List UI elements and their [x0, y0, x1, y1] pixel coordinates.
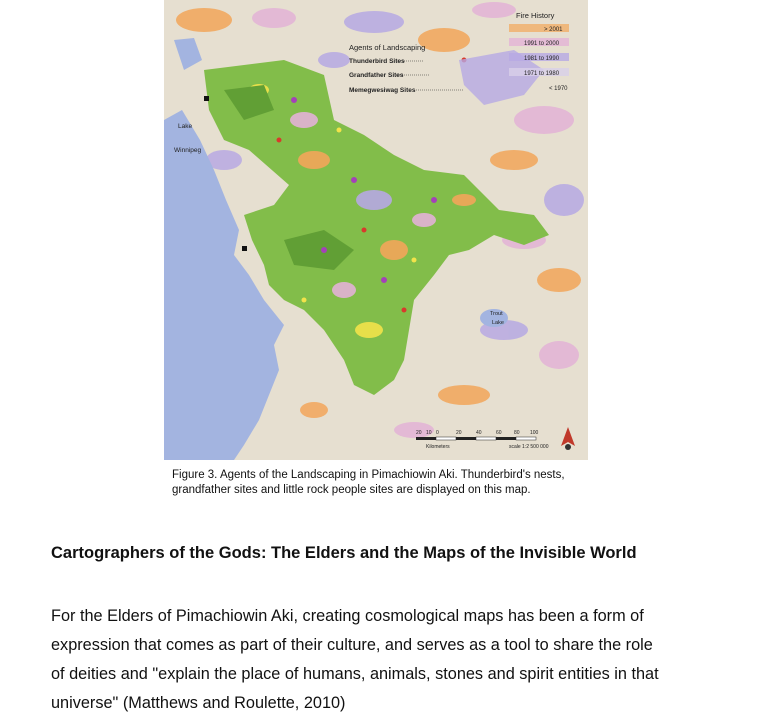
scale-label-2: 0	[436, 430, 439, 436]
fire-history-item-4: 1971 to 1980	[524, 71, 560, 77]
figure-caption-line-2: grandfather sites and little rock people sites are displayed on this map.	[172, 484, 531, 496]
agents-legend-title: Agents of Landscaping	[349, 43, 426, 52]
scale-ratio: scale 1:2 500 000	[509, 444, 549, 450]
scale-label-0: 20	[416, 430, 422, 436]
paragraph-line-4: universe" (Matthews and Roulette, 2010)	[51, 694, 346, 712]
paragraph-line-1: For the Elders of Pimachiowin Aki, creating cosmological maps has been a form of	[51, 607, 644, 625]
scale-label-3: 20	[456, 430, 462, 436]
lake-label-2b: Lake	[492, 320, 504, 326]
fire-history-item-5: < 1970	[549, 86, 568, 92]
scale-label-1: 10	[426, 430, 432, 436]
fire-history-item-3: 1981 to 1990	[524, 56, 560, 62]
scale-label-4: 40	[476, 430, 482, 436]
lake-label-2a: Trout	[490, 311, 503, 317]
fire-history-item-1: > 2001	[544, 27, 563, 33]
paragraph-line-3: of deities and "explain the place of humans, animals, stones and spirit entities in that	[51, 665, 659, 683]
scale-unit: Kilometers	[426, 444, 450, 450]
fire-history-item-2: 1991 to 2000	[524, 41, 560, 47]
fire-history-title: Fire History	[516, 11, 555, 20]
paragraph-line-2: expression that comes as part of their culture, and serves as a tool to share the role	[51, 636, 653, 654]
lake-label-1b: Winnipeg	[174, 147, 202, 154]
scale-label-5: 60	[496, 430, 502, 436]
scale-label-6: 80	[514, 430, 520, 436]
figure-caption-line-1: Figure 3. Agents of the Landscaping in Pimachiowin Aki. Thunderbird's nests,	[172, 469, 565, 481]
lake-label-1a: Lake	[178, 123, 193, 130]
legend-item-memegwesiwag: Memegwesiwag Sites	[349, 87, 416, 94]
legend-item-thunderbird: Thunderbird Sites	[349, 58, 405, 65]
legend-item-grandfather: Grandfather Sites	[349, 72, 404, 79]
scale-label-7: 100	[530, 430, 539, 436]
section-heading: Cartographers of the Gods: The Elders and the Maps of the Invisible World	[51, 544, 637, 562]
pimachiowin-aki-map	[164, 0, 588, 460]
